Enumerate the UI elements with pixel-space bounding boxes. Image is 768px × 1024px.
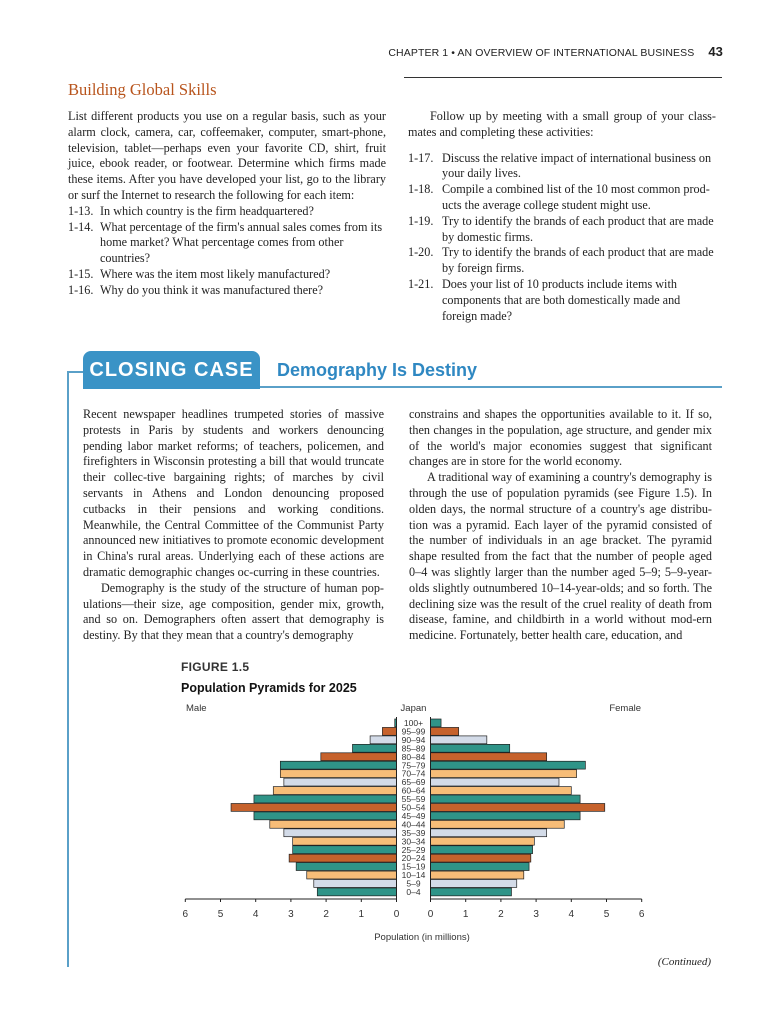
tick-label: 6: [638, 909, 645, 920]
female-bar: [431, 854, 531, 862]
age-label: 15–19: [401, 861, 426, 872]
case-paragraph: Demography is the study of the structure of human pop-ulations—their size, age composition, gender mix, growth, and so on. Demographers often assert that demography is destiny. By that they mean that a country's demography: [83, 580, 384, 643]
age-label: 60–64: [401, 785, 426, 796]
female-bar: [431, 837, 535, 845]
female-bar: [431, 812, 581, 820]
female-bar: [431, 778, 559, 786]
x-axis-label: Population (in millions): [374, 932, 470, 943]
question-text: Why do you think it was manufactured there?: [100, 282, 324, 297]
skills-left-column: [68, 109, 386, 299]
case-paragraph: A traditional way of examining a country's demography is through the use of population pyramids (see Figure 1.5). In olden days, the normal structure of a country's age distribu-tion was a pyramid. Each layer of the pyramid consisted of the number of individuals in an age bracket. The pyramid shape resulted from the fact that the number of people aged 0–4 was slightly larger than the number aged 5–9; 5–9-year-olds slightly outnumbered 10–14-year-olds; and so forth. The declining size was the result of the cruel reality of death from disease, famine, and childbirth in a world without mod-ern medicine. Fortunately, better health care, education, and: [409, 470, 712, 643]
question-item: [408, 245, 716, 277]
male-bar: [382, 727, 396, 735]
tick-label: 3: [533, 909, 539, 920]
female-bar: [431, 761, 586, 769]
question-text: In which country is the firm headquartered?: [100, 203, 314, 218]
question-text: Where was the item most likely manufactured?: [100, 266, 331, 281]
age-label: 80–84: [401, 751, 426, 762]
question-number: 1-16.: [68, 282, 94, 297]
male-bar: [284, 778, 397, 786]
case-left-column: [83, 407, 384, 644]
male-bar: [280, 761, 396, 769]
age-label: 40–44: [401, 819, 426, 830]
male-bar: [314, 880, 397, 888]
question-item: [68, 267, 386, 283]
case-right-column: [409, 407, 712, 644]
figure-number: FIGURE 1.5: [181, 660, 250, 674]
age-label: 10–14: [401, 870, 426, 881]
tick-label: 3: [288, 909, 294, 920]
female-bar: [431, 795, 581, 803]
age-label: 75–79: [401, 760, 426, 771]
male-bar: [370, 736, 396, 744]
age-label: 30–34: [401, 836, 426, 847]
population-pyramid-chart: [150, 695, 670, 950]
female-bar: [431, 880, 517, 888]
age-label: 100+: [403, 718, 424, 728]
question-item: [408, 277, 716, 324]
question-number: 1-19.: [408, 213, 434, 228]
section-title: Building Global Skills: [68, 80, 217, 99]
tick-label: 4: [252, 909, 259, 920]
tick-label: 1: [462, 909, 469, 920]
question-text: Compile a combined list of the 10 most common prod-ucts the average college student might use.: [442, 182, 710, 212]
question-item: [68, 220, 386, 267]
country-label: Japan: [400, 703, 427, 714]
tick-label: 2: [323, 909, 329, 920]
male-bar: [254, 795, 397, 803]
age-label: 70–74: [401, 768, 426, 779]
female-bar: [431, 871, 524, 879]
female-bar: [431, 804, 605, 812]
question-number: 1-18.: [408, 182, 434, 197]
figure-title: Population Pyramids for 2025: [181, 681, 357, 695]
female-bar: [431, 727, 459, 735]
tick-label: 5: [217, 909, 224, 920]
question-item: [408, 151, 716, 183]
continued-note: (Continued): [657, 956, 711, 968]
tick-label: 0: [427, 909, 434, 920]
question-item: [408, 182, 716, 214]
age-label: 25–29: [401, 844, 426, 855]
question-item: [68, 283, 386, 299]
question-text: Try to identify the brands of each product that are made by foreign firms.: [442, 245, 714, 276]
tick-label: 6: [182, 909, 189, 920]
age-label: 0–4: [406, 887, 421, 897]
male-bar: [284, 829, 397, 837]
age-label: 65–69: [401, 777, 426, 788]
male-bar: [353, 744, 397, 752]
female-bar: [431, 736, 487, 744]
questions-left: [68, 204, 386, 299]
question-text: Does your list of 10 products include items with components that are both domestically made and foreign made?: [442, 276, 681, 323]
question-item: [408, 214, 716, 246]
question-number: 1-20.: [408, 245, 434, 260]
question-text: What percentage of the firm's annual sales comes from its home market? What percentage comes from other countries?: [100, 219, 383, 266]
age-label: 55–59: [401, 794, 426, 805]
case-title: Demography Is Destiny: [277, 360, 478, 380]
question-number: 1-14.: [68, 219, 94, 234]
female-bar: [431, 770, 577, 778]
age-label: 20–24: [401, 853, 426, 864]
chapter-title: CHAPTER 1 • AN OVERVIEW OF INTERNATIONAL BUSINESS: [388, 47, 695, 59]
running-head: [388, 44, 723, 59]
question-item: [68, 204, 386, 220]
question-text: Try to identify the brands of each product that are made by domestic firms.: [442, 213, 714, 244]
female-bar: [431, 753, 547, 761]
male-bar: [307, 871, 397, 879]
male-bar: [280, 770, 396, 778]
tick-label: 4: [568, 909, 575, 920]
female-bar: [431, 829, 547, 837]
female-bar: [431, 820, 565, 828]
male-bar: [317, 888, 396, 896]
female-bar: [431, 846, 533, 854]
case-left-rule: [67, 371, 69, 967]
female-bar: [431, 719, 442, 727]
female-bar: [431, 744, 510, 752]
tick-label: 2: [498, 909, 504, 920]
male-bar: [273, 787, 396, 795]
question-number: 1-17.: [408, 150, 434, 165]
age-label: 45–49: [401, 810, 426, 821]
skills-right-column: [408, 109, 716, 324]
female-bar: [431, 787, 572, 795]
question-number: 1-13.: [68, 203, 94, 218]
male-bar: [321, 753, 397, 761]
skills-intro: List different products you use on a regular basis, such as your alarm clock, camera, car, coffeemaker, computer, smart-phone, television, tablet—perhaps even your favorite CD, shirt, fruit juice, ebook reader, or footwear. Determine which firms made these items. After you have developed your list, go to the library or surf the Internet to research the following for each item:: [68, 109, 386, 202]
page-number: 43: [708, 44, 723, 59]
question-text: Discuss the relative impact of international business on your daily lives.: [442, 150, 712, 181]
closing-case-badge: CLOSING CASE: [83, 351, 260, 389]
male-bar: [293, 837, 397, 845]
tick-label: 1: [358, 909, 365, 920]
header-rule: [404, 77, 722, 78]
age-label: 35–39: [401, 827, 426, 838]
questions-right: [408, 151, 716, 325]
female-bar: [431, 888, 512, 896]
age-label: 90–94: [401, 734, 426, 745]
male-bar: [289, 854, 396, 862]
case-paragraph: Recent newspaper headlines trumpeted stories of massive protests in Paris by students and workers denouncing pending labor market reforms; of teachers, policemen, and firefighters in Wisconsin protesting a bill that would truncate their collec-tive bargaining rights; of marches by civil servants in Athens and London denouncing proposed cutbacks in their pensions and working conditions. Meanwhile, the Central Committee of the Communist Party announced new initiatives to promote economic development in China's rural areas. Underlying each of these actions are dramatic demographic changes oc-curring in these countries.: [83, 407, 384, 579]
skills-followup: Follow up by meeting with a small group of your class-mates and completing these activities:: [408, 109, 716, 139]
tick-label: 0: [393, 909, 400, 920]
tick-label: 5: [603, 909, 610, 920]
male-bar: [270, 820, 397, 828]
question-number: 1-15.: [68, 266, 94, 281]
age-label: 95–99: [401, 726, 426, 737]
case-paragraph: constrains and shapes the opportunities available to it. If so, then changes in the population, age structure, and gender mix of the world's major economies suggest that significant changes are in store for the world economy.: [409, 407, 712, 469]
male-bar: [254, 812, 397, 820]
male-label: Male: [186, 703, 207, 714]
female-bar: [431, 863, 530, 871]
male-bar: [231, 804, 396, 812]
female-label: Female: [609, 703, 641, 714]
case-title-rule: [260, 386, 722, 388]
age-label: 50–54: [401, 802, 426, 813]
age-label: 5–9: [406, 878, 421, 889]
age-label: 85–89: [401, 743, 426, 754]
male-bar: [293, 846, 397, 854]
question-number: 1-21.: [408, 276, 434, 291]
male-bar: [296, 863, 396, 871]
